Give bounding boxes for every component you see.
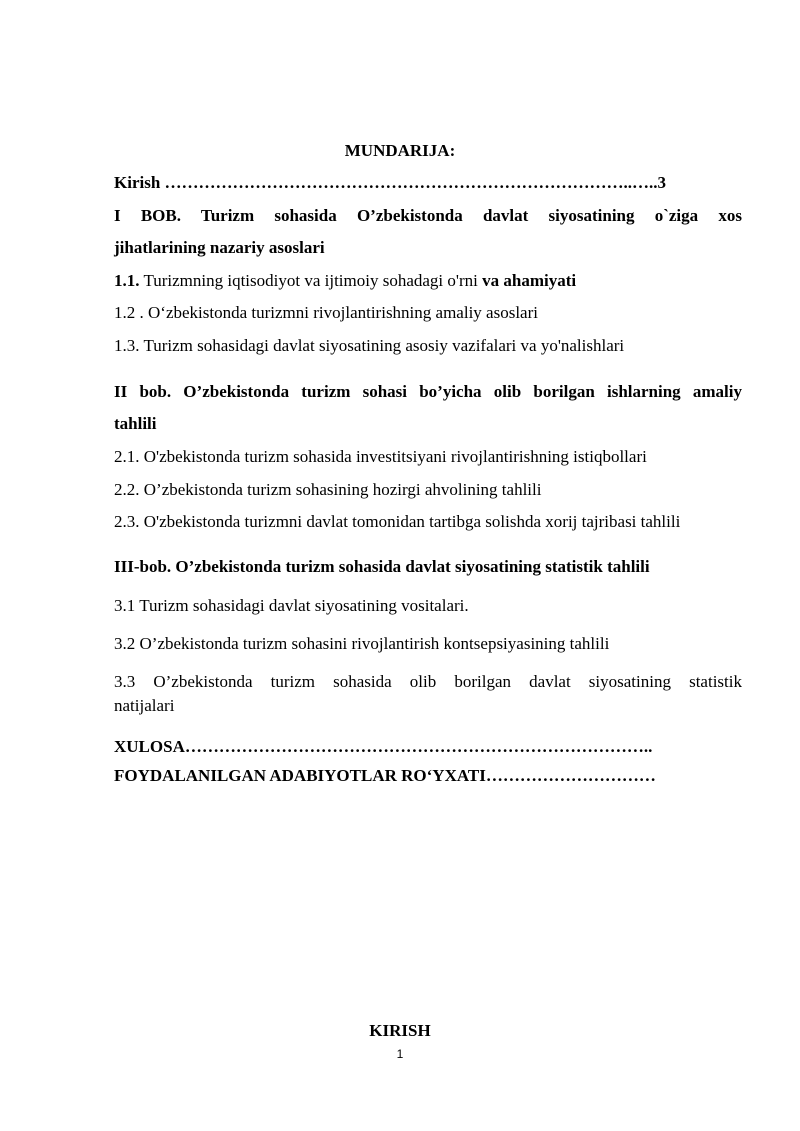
toc-title: MUNDARIJA:: [344, 141, 456, 160]
toc-entry-1-1-number: 1.1.: [114, 271, 140, 290]
toc-entry-3-2: 3.2 O’zbekistonda turizm sohasini rivojlantirish kontsepsiyasining tahlili: [114, 634, 610, 653]
toc-chapter-2-title-line1: II bob. O’zbekistonda turizm sohasi bo’yicha olib borilgan ishlarning amaliy: [114, 382, 742, 401]
toc-entry-references: FOYDALANILGAN ADABIYOTLAR RO‘YXATI…………………………: [114, 766, 656, 785]
toc-entry-1-1: [114, 270, 742, 292]
toc-entry-1-1-text: Turizmning iqtisodiyot va ijtimoiy sohadagi o'rni: [139, 271, 483, 290]
toc-entry-2-3: 2.3. O'zbekistonda turizmni davlat tomonidan tartibga solishda xorij tajribasi tahlili: [114, 512, 681, 531]
toc-entry-1-2: 1.2 . O‘zbekistonda turizmni rivojlantirishning amaliy asoslari: [114, 303, 538, 322]
toc-entry-2-1: 2.1. O'zbekistonda turizm sohasida investitsiyani rivojlantirishning istiqbollari: [114, 447, 647, 466]
toc-entry-intro: Kirish ………………………………………………………………………..…..3: [114, 173, 667, 192]
toc-chapter-1-title-line1: I BOB. Turizm sohasida O’zbekistonda davlat siyosatining o`ziga xos: [114, 206, 742, 225]
toc-chapter-3-title: III-bob. O’zbekistonda turizm sohasida davlat siyosatining statistik tahlili: [114, 557, 650, 576]
toc-entry-2-2: 2.2. O’zbekistonda turizm sohasining hozirgi ahvolining tahlili: [114, 480, 542, 499]
page-number: 1: [396, 1047, 404, 1061]
toc-entry-1-3: 1.3. Turizm sohasidagi davlat siyosatining asosiy vazifalari va yo'nalishlari: [114, 336, 625, 355]
toc-entry-3-3-line2: natijalari: [114, 696, 175, 715]
next-section-heading: KIRISH: [369, 1021, 431, 1040]
toc-chapter-1-title-line2: jihatlarining nazariy asoslari: [114, 238, 325, 257]
toc-entry-3-3-line1: 3.3 O’zbekistonda turizm sohasida olib borilgan davlat siyosatining statistik: [114, 672, 742, 691]
toc-entry-conclusion: XULOSA………………………………………………………………………..: [114, 737, 653, 756]
toc-chapter-2-title-line2: tahlili: [114, 414, 157, 433]
toc-entry-1-1-bold: va ahamiyati: [482, 271, 577, 290]
toc-entry-3-1: 3.1 Turizm sohasidagi davlat siyosatining vositalari.: [114, 596, 469, 615]
